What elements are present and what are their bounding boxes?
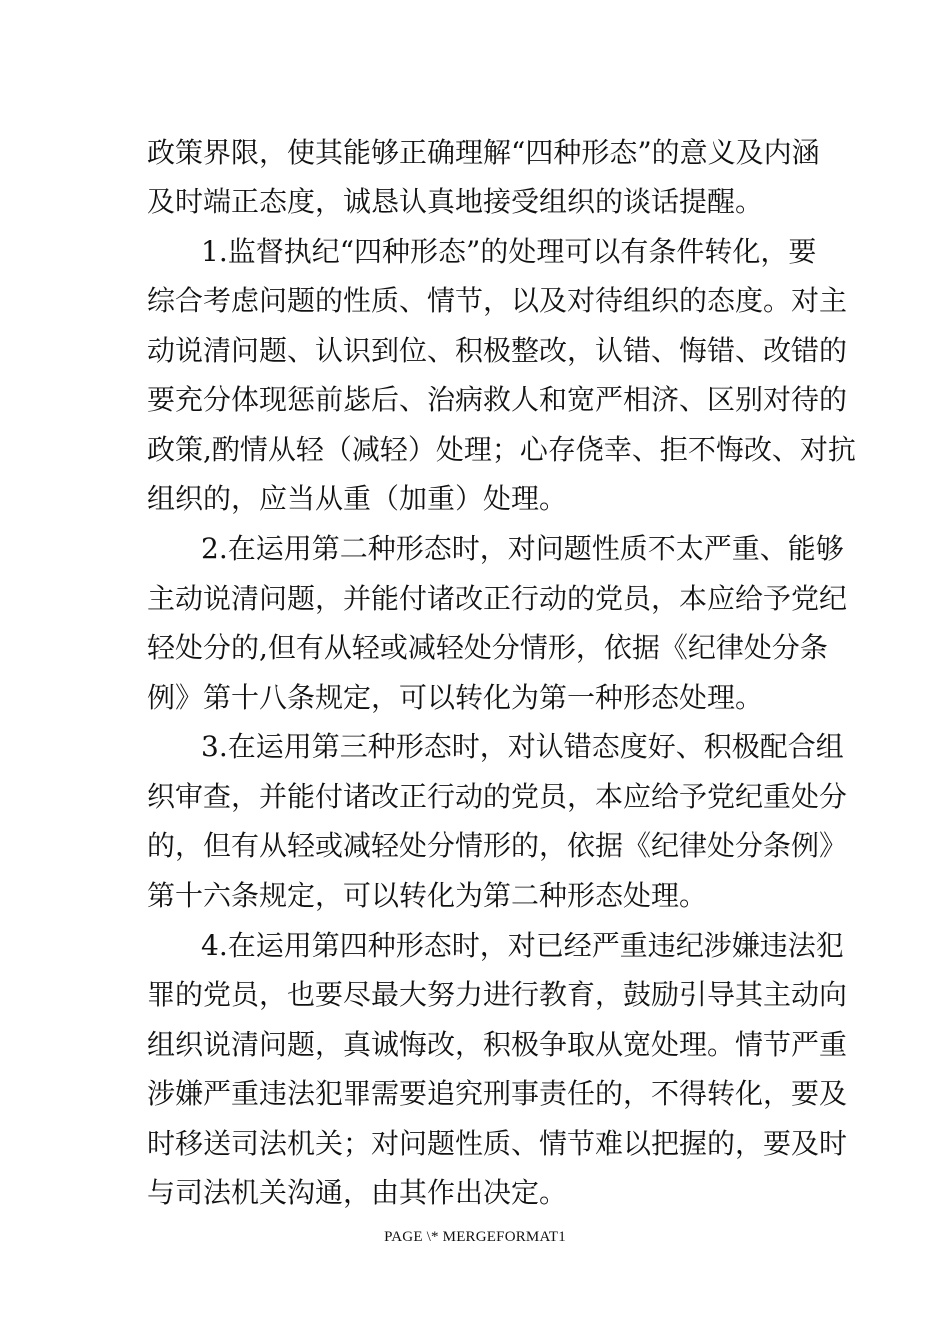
body-text-line: 第十六条规定，可以转化为第二种形态处理。 xyxy=(147,879,708,912)
page-footer: PAGE \* MERGEFORMAT1 xyxy=(384,1229,566,1245)
body-text-line: 动说清问题、认识到位、积极整改，认错、悔错、改错的 xyxy=(147,334,848,367)
body-text-line: 政策界限，使其能够正确理解“四种形态”的意义及内涵 xyxy=(147,136,820,169)
body-text-line: 时移送司法机关；对问题性质、情节难以把握的，要及时 xyxy=(147,1127,848,1160)
body-text-line: 组织说清问题，真诚悔改，积极争取从宽处理。情节严重 xyxy=(147,1028,848,1061)
body-text-line: 的，但有从轻或减轻处分情形的，依据《纪律处分条例》 xyxy=(147,829,848,862)
paragraph-1-first-line: 1.监督执纪“四种形态”的处理可以有条件转化，要 xyxy=(201,235,817,268)
body-text-line: 罪的党员，也要尽最大努力进行教育，鼓励引导其主动向 xyxy=(147,978,848,1011)
body-text-line: 要充分体现惩前毖后、治病救人和宽严相济、区别对待的 xyxy=(147,383,848,416)
body-text-line: 主动说清问题，并能付诸改正行动的党员，本应给予党纪 xyxy=(147,582,848,615)
body-text-line: 织审查，并能付诸改正行动的党员，本应给予党纪重处分 xyxy=(147,780,848,813)
body-text-line: 轻处分的,但有从轻或减轻处分情形，依据《纪律处分条 xyxy=(147,631,828,664)
body-text-line: 政策,酌情从轻（减轻）处理；心存侥幸、拒不悔改、对抗 xyxy=(147,433,856,466)
paragraph-2-first-line: 2.在运用第二种形态时，对问题性质不太严重、能够 xyxy=(201,532,844,565)
body-text-line: 与司法机关沟通，由其作出决定。 xyxy=(147,1176,568,1209)
body-text-line: 综合考虑问题的性质、情节，以及对待组织的态度。对主 xyxy=(147,284,848,317)
body-text-line: 例》第十八条规定，可以转化为第一种形态处理。 xyxy=(147,681,764,714)
body-text-line: 及时端正态度，诚恳认真地接受组织的谈话提醒。 xyxy=(147,185,764,218)
paragraph-4-first-line: 4.在运用第四种形态时，对已经严重违纪涉嫌违法犯 xyxy=(201,929,844,962)
body-text-line: 组织的，应当从重（加重）处理。 xyxy=(147,482,568,515)
paragraph-3-first-line: 3.在运用第三种形态时，对认错态度好、积极配合组 xyxy=(201,730,844,763)
body-text-line: 涉嫌严重违法犯罪需要追究刑事责任的，不得转化，要及 xyxy=(147,1077,848,1110)
